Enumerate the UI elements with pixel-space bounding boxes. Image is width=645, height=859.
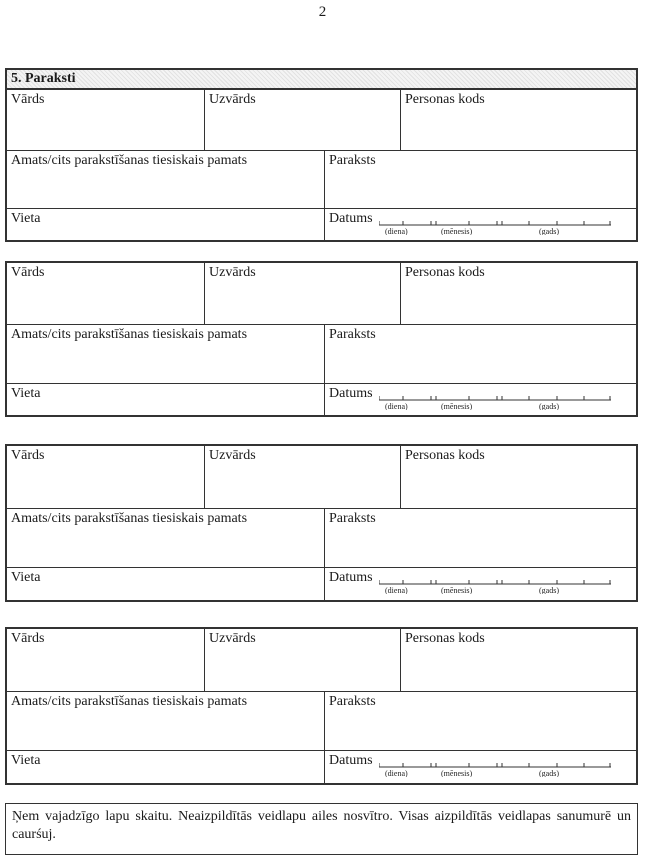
date-month-caption: (mēnesis) xyxy=(440,402,472,410)
surname-label: Uzvārds xyxy=(209,265,256,280)
instructions-notice: Ņem vajadzīgo lapu skaitu. Neaizpildītās veidlapu ailes nosvītro. Visas aizpildītās veidlapas sanumurē un caurśuj. xyxy=(5,803,638,855)
place-label: Vieta xyxy=(11,386,41,401)
personal-code-label: Personas kods xyxy=(405,631,485,646)
surname-field[interactable] xyxy=(204,263,400,324)
signature-field[interactable] xyxy=(324,692,636,750)
date-day-caption: (diena) xyxy=(384,402,408,410)
name-row xyxy=(7,629,636,692)
first-name-label: Vārds xyxy=(11,92,45,107)
first-name-field[interactable] xyxy=(7,446,204,508)
position-field[interactable] xyxy=(7,325,324,383)
date-month-caption: (mēnesis) xyxy=(440,586,472,594)
date-year-caption: (gads) xyxy=(538,402,559,410)
surname-label: Uzvārds xyxy=(209,92,256,107)
personal-code-label: Personas kods xyxy=(405,448,485,463)
signature-field[interactable] xyxy=(324,509,636,567)
place-label: Vieta xyxy=(11,753,41,768)
position-row xyxy=(7,509,636,568)
date-year-caption: (gads) xyxy=(538,586,559,594)
signatory-block xyxy=(5,444,638,602)
date-field-lines xyxy=(379,757,611,777)
date-field[interactable] xyxy=(324,751,636,783)
first-name-label: Vārds xyxy=(11,448,45,463)
name-row xyxy=(7,446,636,509)
surname-field[interactable] xyxy=(204,446,400,508)
date-label: Datums xyxy=(329,386,373,401)
place-date-row xyxy=(7,209,636,240)
date-field-lines xyxy=(379,215,611,235)
place-field[interactable] xyxy=(7,568,324,600)
first-name-field[interactable] xyxy=(7,90,204,150)
first-name-label: Vārds xyxy=(11,265,45,280)
date-month-caption: (mēnesis) xyxy=(440,769,472,777)
place-field[interactable] xyxy=(7,751,324,783)
date-year-caption: (gads) xyxy=(538,227,559,235)
signatory-block xyxy=(5,627,638,785)
signatory-block xyxy=(5,88,638,242)
place-date-row xyxy=(7,384,636,415)
date-field[interactable] xyxy=(324,384,636,415)
personal-code-field[interactable] xyxy=(400,629,636,691)
date-month-caption: (mēnesis) xyxy=(440,227,472,235)
surname-label: Uzvārds xyxy=(209,448,256,463)
place-label: Vieta xyxy=(11,211,41,226)
first-name-label: Vārds xyxy=(11,631,45,646)
position-field[interactable] xyxy=(7,151,324,208)
date-field[interactable] xyxy=(324,209,636,240)
personal-code-label: Personas kods xyxy=(405,92,485,107)
date-day-caption: (diena) xyxy=(384,769,408,777)
place-date-row xyxy=(7,568,636,600)
date-label: Datums xyxy=(329,753,373,768)
place-field[interactable] xyxy=(7,384,324,415)
date-day-caption: (diena) xyxy=(384,586,408,594)
signature-field[interactable] xyxy=(324,151,636,208)
name-row xyxy=(7,90,636,151)
position-row xyxy=(7,325,636,384)
name-row xyxy=(7,263,636,325)
surname-label: Uzvārds xyxy=(209,631,256,646)
signature-label: Paraksts xyxy=(329,694,376,709)
position-label: Amats/cits parakstīšanas tiesiskais pamats xyxy=(11,153,248,168)
signatory-block xyxy=(5,261,638,417)
position-label: Amats/cits parakstīšanas tiesiskais pamats xyxy=(11,694,248,709)
date-label: Datums xyxy=(329,570,373,585)
page-number: 2 xyxy=(318,4,327,20)
position-row xyxy=(7,692,636,751)
first-name-field[interactable] xyxy=(7,629,204,691)
signature-field[interactable] xyxy=(324,325,636,383)
position-label: Amats/cits parakstīšanas tiesiskais pamats xyxy=(11,511,248,526)
date-field[interactable] xyxy=(324,568,636,600)
position-field[interactable] xyxy=(7,509,324,567)
date-field-lines xyxy=(379,390,611,410)
personal-code-field[interactable] xyxy=(400,263,636,324)
position-row xyxy=(7,151,636,209)
surname-field[interactable] xyxy=(204,629,400,691)
date-label: Datums xyxy=(329,211,373,226)
personal-code-label: Personas kods xyxy=(405,265,485,280)
personal-code-field[interactable] xyxy=(400,90,636,150)
signature-label: Paraksts xyxy=(329,511,376,526)
date-field-lines xyxy=(379,574,611,594)
place-field[interactable] xyxy=(7,209,324,240)
date-day-caption: (diena) xyxy=(384,227,408,235)
surname-field[interactable] xyxy=(204,90,400,150)
first-name-field[interactable] xyxy=(7,263,204,324)
signature-label: Paraksts xyxy=(329,327,376,342)
signature-label: Paraksts xyxy=(329,153,376,168)
position-label: Amats/cits parakstīšanas tiesiskais pamats xyxy=(11,327,248,342)
place-date-row xyxy=(7,751,636,783)
place-label: Vieta xyxy=(11,570,41,585)
date-year-caption: (gads) xyxy=(538,769,559,777)
personal-code-field[interactable] xyxy=(400,446,636,508)
section-title: 5. Paraksti xyxy=(5,68,638,88)
position-field[interactable] xyxy=(7,692,324,750)
